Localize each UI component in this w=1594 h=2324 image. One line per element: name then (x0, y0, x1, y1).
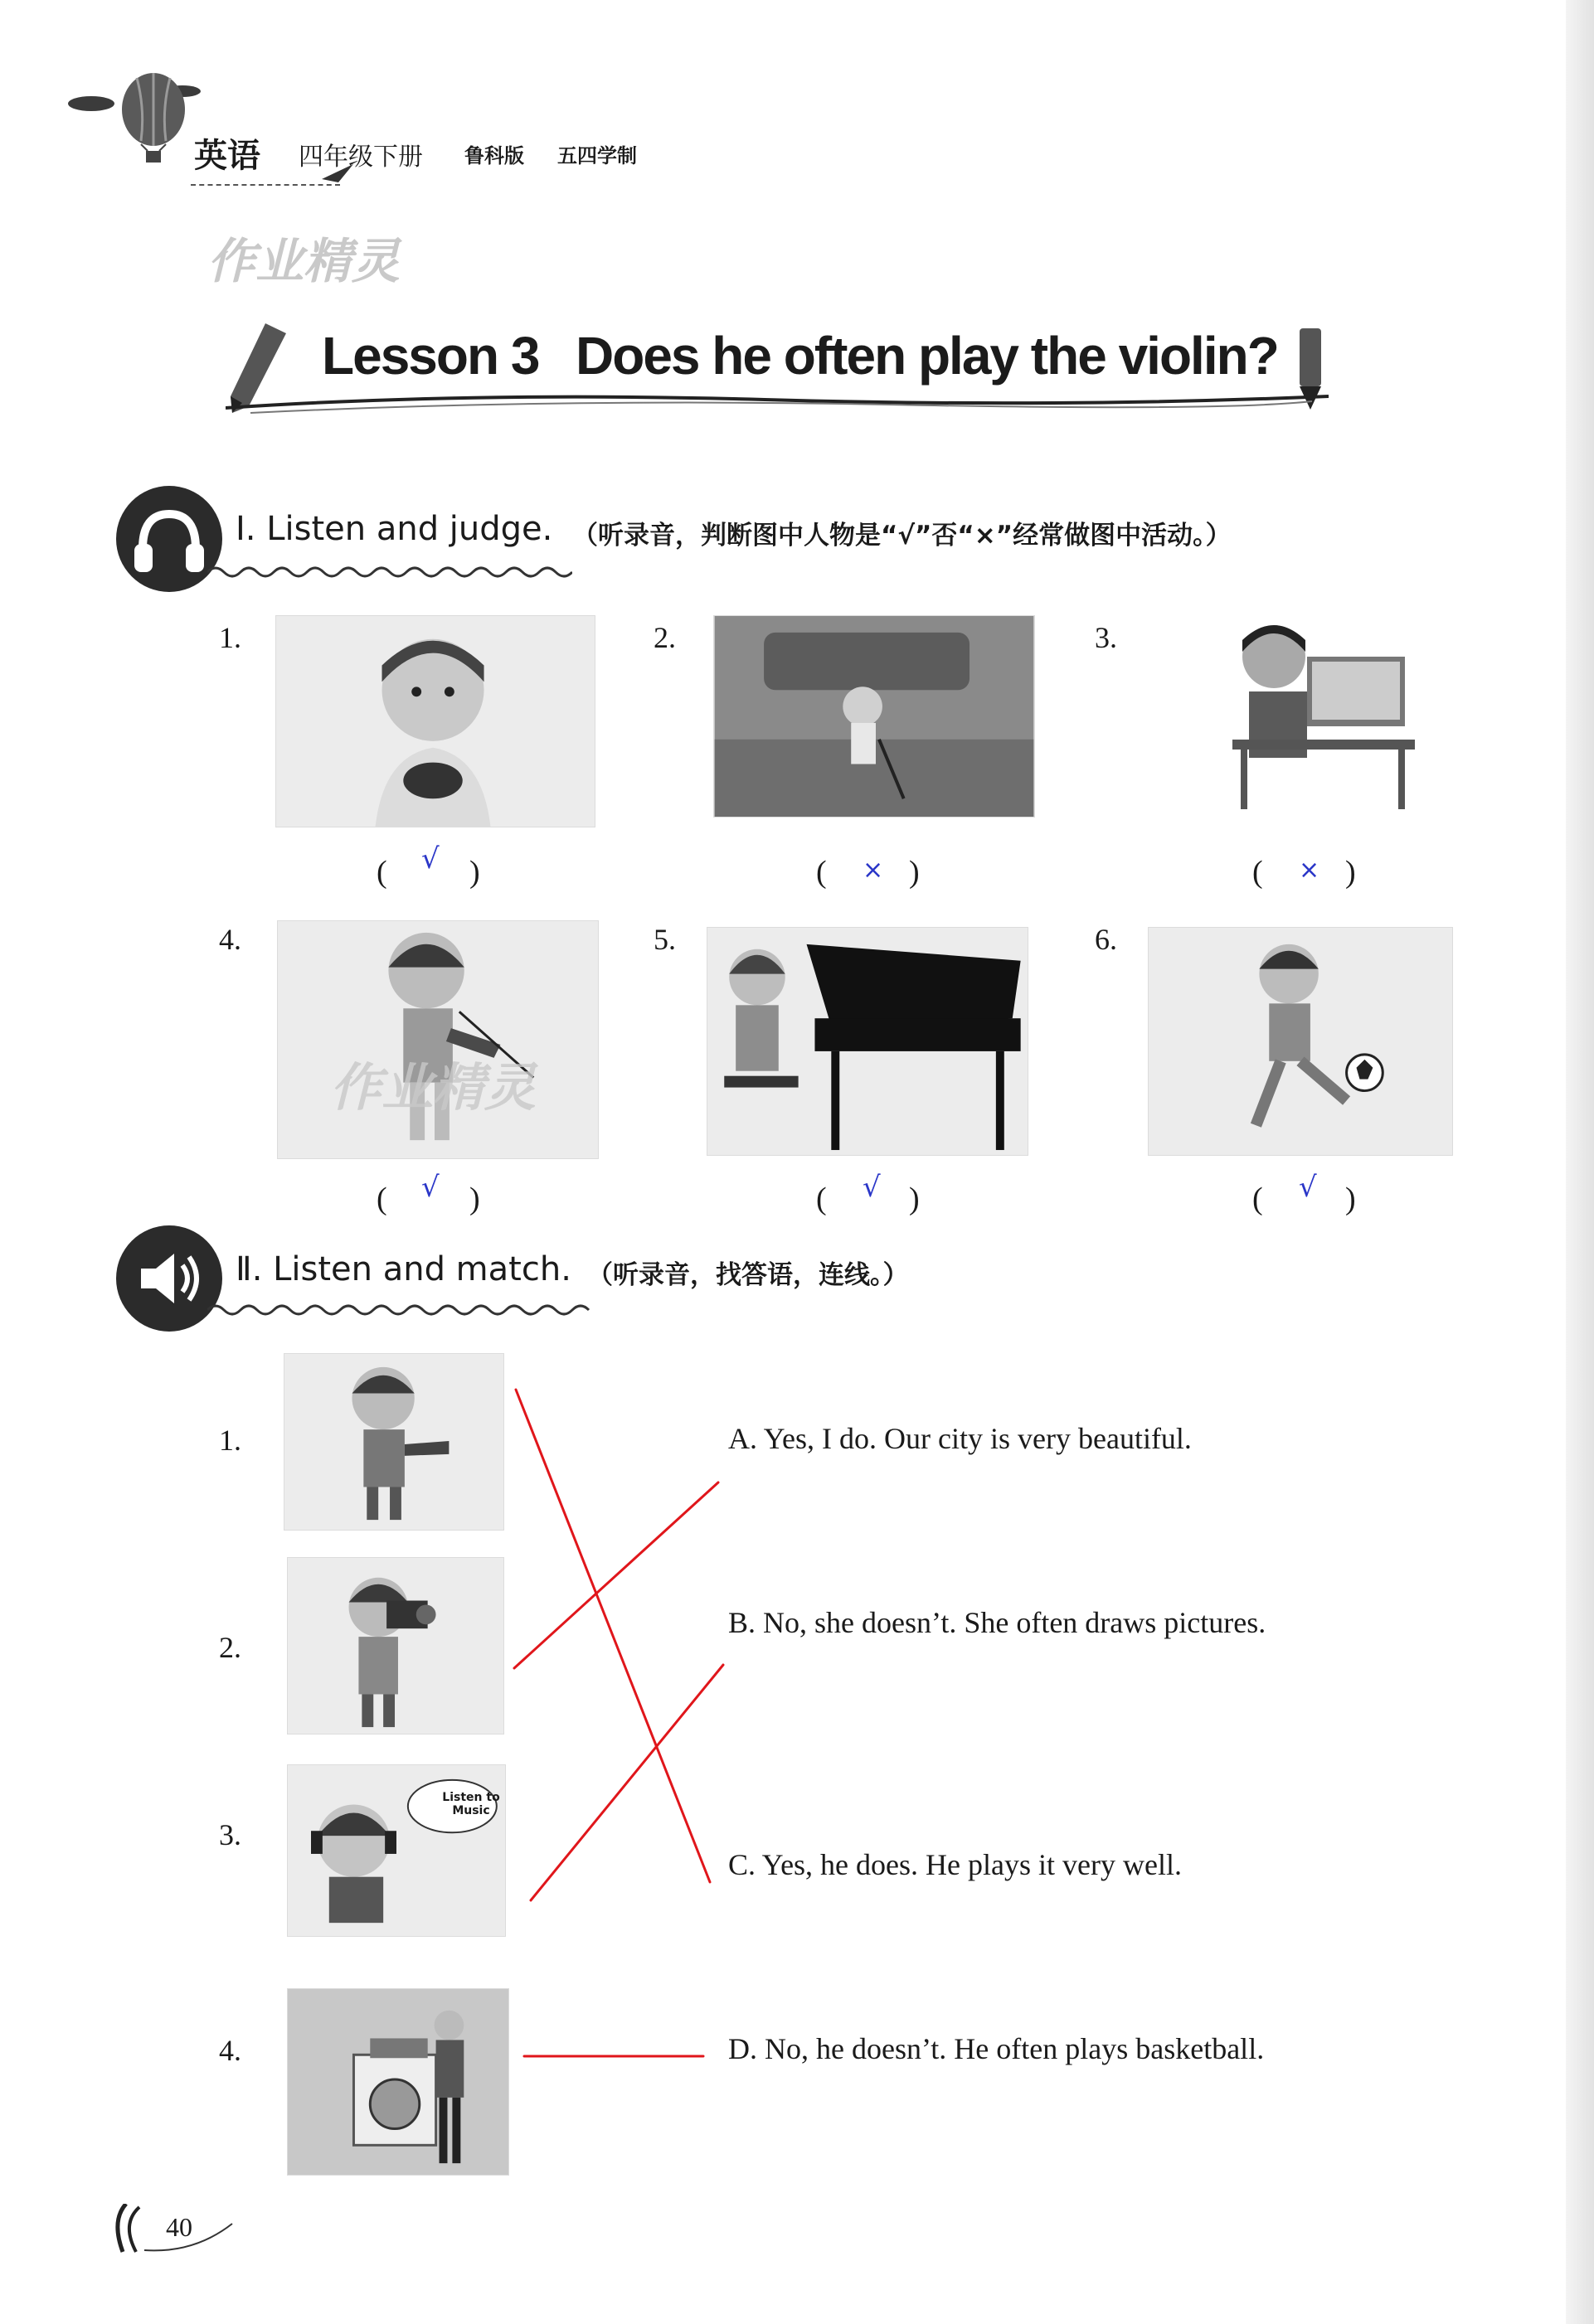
section2-title: Ⅱ. Listen and match. (236, 1250, 571, 1288)
match-line (531, 1665, 723, 1900)
answer-option-c: C. Yes, he does. He plays it very well. (728, 1848, 1182, 1881)
answer-paren-open: ( (1252, 1181, 1263, 1216)
match-line (516, 1390, 710, 1882)
item-number: 2. (654, 621, 676, 654)
system-label: 五四学制 (557, 143, 637, 167)
answer-paren-open: ( (1252, 855, 1263, 890)
watermark-text: 作业精灵 (330, 1057, 537, 1118)
match-line (514, 1482, 718, 1668)
grade-label: 四年级下册 (299, 143, 423, 172)
answer-option-b: B. No, she doesn’t. She often draws pictures. (728, 1606, 1266, 1639)
picture-number: 2. (219, 1631, 241, 1664)
item-number: 1. (219, 621, 241, 654)
answer-paren-close: ) (469, 1181, 480, 1216)
lesson-question: Does he often play the violin? (576, 326, 1278, 386)
answer-paren-open: ( (816, 1181, 827, 1216)
picture-number: 4. (219, 2034, 241, 2067)
answer-paren-close: ) (469, 855, 480, 890)
section1-title: Ⅰ. Listen and judge. (236, 510, 553, 548)
answer-option-d: D. No, he doesn’t. He often plays basketball. (728, 2032, 1265, 2065)
item-number: 5. (654, 923, 676, 956)
subject-label: 英语 (194, 136, 260, 175)
item-number: 3. (1095, 621, 1117, 654)
check-mark: √ (421, 1171, 440, 1204)
answer-option-a: A. Yes, I do. Our city is very beautiful. (728, 1422, 1192, 1455)
answer-paren-open: ( (377, 855, 387, 890)
watermark-text: 作业精灵 (207, 233, 401, 289)
check-mark: √ (421, 842, 440, 876)
picture-number: 1. (219, 1424, 241, 1457)
lesson-label: Lesson 3 (322, 326, 539, 386)
answer-paren-close: ) (909, 855, 920, 890)
answer-paren-close: ) (1345, 855, 1356, 890)
answer-paren-open: ( (816, 855, 827, 890)
section1-instruction: （听录音，判断图中人物是“√”否“×”经常做图中活动。） (572, 521, 1232, 551)
edition-label: 鲁科版 (464, 143, 524, 167)
picture-number: 3. (219, 1818, 241, 1851)
speech-bubble-text: Listen to Music (442, 1791, 500, 1817)
check-mark: √ (863, 1171, 881, 1204)
answer-paren-close: ) (909, 1181, 920, 1216)
answer-paren-close: ) (1345, 1181, 1356, 1216)
answer-paren-open: ( (377, 1181, 387, 1216)
cross-mark: × (1299, 856, 1320, 885)
item-number: 4. (219, 923, 241, 956)
cross-mark: × (863, 856, 884, 885)
page-number: 40 (166, 2212, 192, 2242)
section2-instruction: （听录音，找答语，连线。） (587, 1260, 909, 1290)
item-number: 6. (1095, 923, 1117, 956)
check-mark: √ (1299, 1171, 1317, 1204)
